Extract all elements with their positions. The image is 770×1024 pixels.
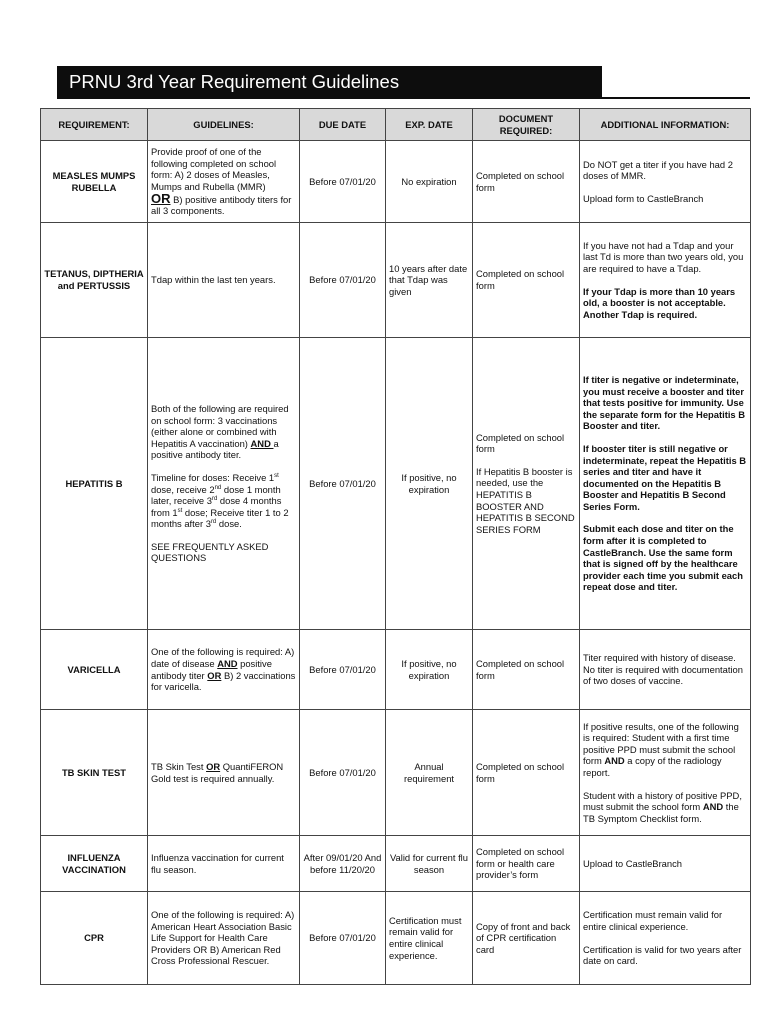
hepb-sup-rd-1: rd xyxy=(211,495,218,502)
title-rule xyxy=(57,97,750,99)
hepb-g1-b: a positive antibody titer. xyxy=(151,437,279,461)
row-mmr-due: Before 07/01/20 xyxy=(300,141,386,223)
tb-i2-and: AND xyxy=(702,801,724,813)
hepb-sup-st-2: st xyxy=(177,507,183,514)
row-tdap-exp: 10 years after date that Tdap was given xyxy=(386,223,473,338)
row-varicella-guidelines xyxy=(148,630,300,710)
hepb-doc-2: If Hepatitis B booster is needed, use the HEPATITIS B BOOSTER AND HEPATITIS B SECOND SERIES FORM xyxy=(476,465,575,535)
hepb-g1-a: Both of the following are required on school form: 3 vaccinations (either alone or combined with Hepatitis A vaccination) xyxy=(151,402,289,449)
row-tdap-doc: Completed on school form xyxy=(473,223,580,338)
hepb-t2: dose, receive 2 xyxy=(151,483,215,495)
tb-g-a: TB Skin Test xyxy=(151,760,207,772)
row-hepb-info xyxy=(580,338,751,630)
tb-i2-a: Student with a history of positive PPD, must submit the school form xyxy=(583,789,742,813)
row-cpr-doc: Copy of front and back of CPR certification card xyxy=(473,892,580,985)
row-mmr-info xyxy=(580,141,751,223)
requirements-table xyxy=(40,108,751,985)
hepb-info-1: If titer is negative or indeterminate, you must receive a booster and titer that tests positive for immunity. Use the separate form for the Hepatitis B Booster and titer. xyxy=(583,373,746,432)
mmr-info-1: Do NOT get a titer if you have had 2 doses of MMR. xyxy=(583,158,733,182)
row-tb-info xyxy=(580,710,751,836)
hepb-g1-and: AND xyxy=(250,437,274,449)
table-row xyxy=(41,141,751,223)
header-additional-info: ADDITIONAL INFORMATION: xyxy=(580,109,751,141)
row-hepb-doc xyxy=(473,338,580,630)
tb-i1-b: a copy of the radiology report. xyxy=(583,755,722,778)
row-cpr-requirement: CPR xyxy=(41,892,148,985)
row-mmr-doc: Completed on school form xyxy=(473,141,580,223)
hepb-info-2: If booster titer is still negative or indeterminate, repeat the Hepatitis B series and titer and have it documented on the Hepatitis B Booster and Hepatitis B Second Series Form. xyxy=(583,442,747,512)
header-due-date: DUE DATE xyxy=(300,109,386,141)
row-tb-requirement: TB SKIN TEST xyxy=(41,710,148,836)
table-row xyxy=(41,892,751,985)
header-exp-date: EXP. DATE xyxy=(386,109,473,141)
header-requirement: REQUIREMENT: xyxy=(41,109,148,141)
row-mmr-guidelines xyxy=(148,141,300,223)
var-g-or: OR xyxy=(207,669,222,681)
hepb-doc-1: Completed on school form xyxy=(476,431,565,455)
tdap-info-2: If your Tdap is more than 10 years old, a booster is not acceptable. Another Tdap is required. xyxy=(583,285,736,320)
row-cpr-exp: Certification must remain valid for entire clinical experience. xyxy=(386,892,473,985)
row-tdap-requirement: TETANUS, DIPTHERIA and PERTUSSIS xyxy=(41,223,148,338)
hepb-t3: dose 1 month later, receive 3 xyxy=(151,483,281,507)
tb-g-or: OR xyxy=(206,760,221,772)
table-row xyxy=(41,836,751,892)
row-mmr-requirement: MEASLES MUMPS RUBELLA xyxy=(41,141,148,223)
row-varicella-doc: Completed on school form xyxy=(473,630,580,710)
hepb-t1: Timeline for doses: Receive 1 xyxy=(151,471,275,483)
row-mmr-exp: No expiration xyxy=(386,141,473,223)
row-tdap-info xyxy=(580,223,751,338)
mmr-guideline-a: Provide proof of one of the following completed on school form: A) 2 doses of Measles, Mumps and Rubella (MMR) xyxy=(151,146,277,192)
table-row xyxy=(41,338,751,630)
row-flu-guidelines: Influenza vaccination for current flu season. xyxy=(148,836,300,892)
row-tdap-guidelines: Tdap within the last ten years. xyxy=(148,223,300,338)
tb-i2-b: the TB Symptom Checklist form. xyxy=(583,801,739,824)
hepb-sup-st-1: st xyxy=(274,472,279,479)
hepb-t5: dose; Receive titer 1 to 2 months after 3 xyxy=(151,506,289,530)
var-g-a: One of the following is required: A) date of disease xyxy=(151,646,295,669)
cpr-info-1: Certification must remain valid for entire clinical experience. xyxy=(583,909,723,932)
row-varicella-info: Titer required with history of disease. No titer is required with documentation of two doses of vaccine. xyxy=(580,630,751,710)
row-flu-info: Upload to CastleBranch xyxy=(580,836,751,892)
row-hepb-guidelines xyxy=(148,338,300,630)
row-hepb-requirement: HEPATITIS B xyxy=(41,338,148,630)
tb-info-1 xyxy=(583,721,747,779)
row-varicella-due: Before 07/01/20 xyxy=(300,630,386,710)
mmr-guideline-b: B) positive antibody titers for all 3 components. xyxy=(151,193,292,217)
row-tb-due: Before 07/01/20 xyxy=(300,710,386,836)
hepb-t6: dose. xyxy=(216,518,242,530)
mmr-info-2: Upload form to CastleBranch xyxy=(583,192,704,204)
row-tb-guidelines xyxy=(148,710,300,836)
row-hepb-exp: If positive, no expiration xyxy=(386,338,473,630)
row-flu-requirement: INFLUENZA VACCINATION xyxy=(41,836,148,892)
row-varicella-requirement: VARICELLA xyxy=(41,630,148,710)
table-header-row xyxy=(41,109,751,141)
row-flu-exp: Valid for current flu season xyxy=(386,836,473,892)
tb-i1-a: If positive results, one of the following is required: Student with a first time positive PPD must submit the school form xyxy=(583,720,739,767)
var-g-c: B) 2 vaccinations for varicella. xyxy=(151,669,296,693)
row-flu-due: After 09/01/20 And before 11/20/20 xyxy=(300,836,386,892)
row-cpr-guidelines: One of the following is required: A) American Heart Association Basic Life Support for Health Care Providers OR B) American Red Cross Professional Rescuer. xyxy=(148,892,300,985)
hepb-sup-rd-2: rd xyxy=(210,519,217,526)
hepb-sup-nd: nd xyxy=(214,484,222,491)
hepb-timeline xyxy=(151,472,296,530)
hepb-info-3: Submit each dose and titer on the form after it is completed to CastleBranch. Use the same form that is signed off by the healthcare provider each time you submit each repeat dose and titer. xyxy=(583,523,743,593)
row-hepb-due: Before 07/01/20 xyxy=(300,338,386,630)
hepb-guideline-1 xyxy=(151,403,296,461)
row-cpr-due: Before 07/01/20 xyxy=(300,892,386,985)
tdap-info-1: If you have not had a Tdap and your last Td is more than two years old, you are required to have a Tdap. xyxy=(583,239,744,274)
row-varicella-exp: If positive, no expiration xyxy=(386,630,473,710)
header-guidelines: GUIDELINES: xyxy=(148,109,300,141)
row-tb-exp: Annual requirement xyxy=(386,710,473,836)
var-g-and: AND xyxy=(217,657,238,669)
tb-i1-and: AND xyxy=(604,755,625,767)
var-g-b: positive antibody titer xyxy=(151,657,272,681)
row-tdap-due: Before 07/01/20 xyxy=(300,223,386,338)
hepb-t4: dose 4 months from 1 xyxy=(151,495,282,518)
mmr-guideline-or: OR xyxy=(151,190,171,206)
tb-g-b: QuantiFERON Gold test is required annually. xyxy=(151,760,284,784)
row-flu-doc: Completed on school form or health care provider’s form xyxy=(473,836,580,892)
table-row xyxy=(41,223,751,338)
table-row xyxy=(41,710,751,836)
table-row xyxy=(41,630,751,710)
cpr-info-2: Certification is valid for two years after date on card. xyxy=(583,943,742,967)
row-tb-doc: Completed on school form xyxy=(473,710,580,836)
page-title: PRNU 3rd Year Requirement Guidelines xyxy=(57,66,602,98)
tb-info-2 xyxy=(583,790,747,825)
header-document-required: DOCUMENT REQUIRED: xyxy=(473,109,580,141)
row-cpr-info xyxy=(580,892,751,985)
hepb-faq: SEE FREQUENTLY ASKED QUESTIONS xyxy=(151,540,269,564)
